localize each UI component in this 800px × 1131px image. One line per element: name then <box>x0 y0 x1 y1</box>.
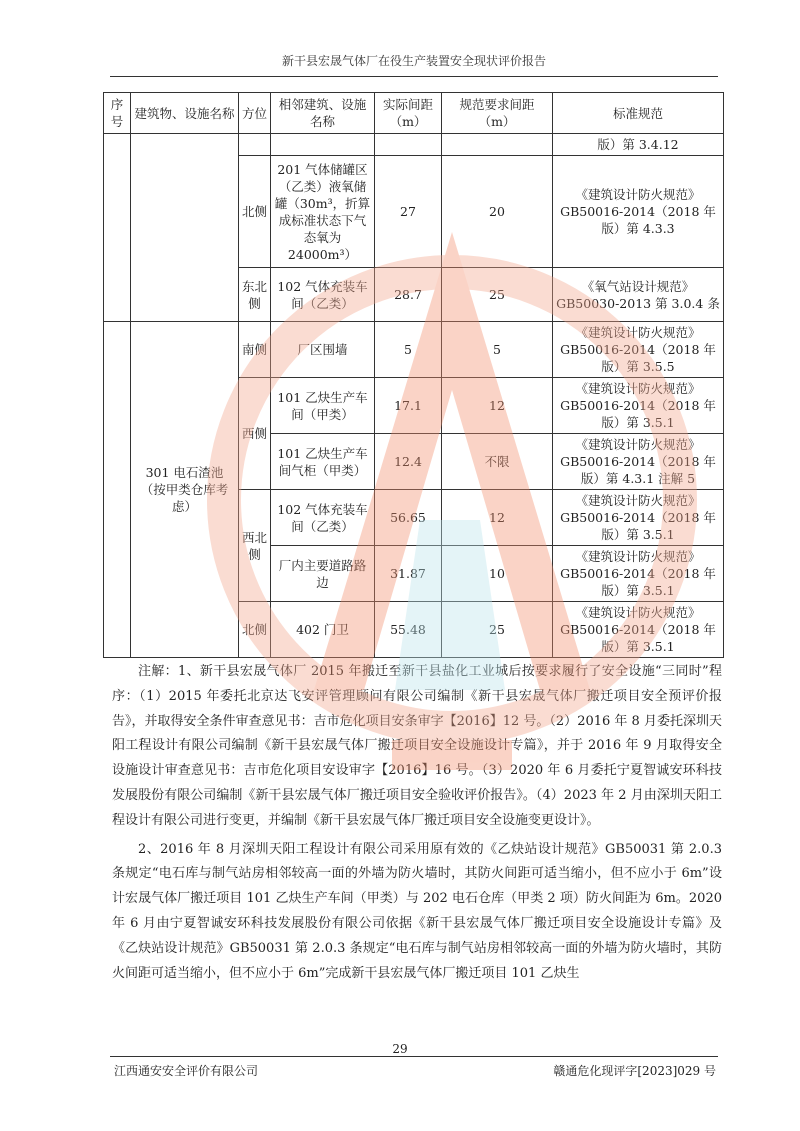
required-cell: 不限 <box>442 434 553 490</box>
header-required: 规范要求间距（m） <box>442 93 553 134</box>
standard-cell: 《氧气站设计规范》GB50030-2013 第 3.0.4 条 <box>553 268 724 322</box>
direction-cell: 东北侧 <box>239 268 271 322</box>
standard-cell: 《建筑设计防火规范》GB50016-2014（2018 年版）第 4.3.3 <box>553 156 724 268</box>
notes-section <box>112 660 722 986</box>
header-facility: 建筑物、设施名称 <box>131 93 239 134</box>
direction-cell <box>239 134 271 156</box>
actual-cell: 28.7 <box>375 268 442 322</box>
neighbor-cell: 201 气体储罐区（乙类）液氧储罐（30m³，折算成标准状态下气态氧为 24000m³） <box>271 156 375 268</box>
neighbor-cell: 厂内主要道路路边 <box>271 546 375 602</box>
footer-company: 江西通安安全评价有限公司 <box>114 1064 259 1078</box>
index-cell <box>104 134 131 322</box>
direction-cell: 北侧 <box>239 156 271 268</box>
standard-cell: 《建筑设计防火规范》GB50016-2014（2018 年版）第 3.5.1 <box>553 602 724 658</box>
header-neighbor: 相邻建筑、设施名称 <box>271 93 375 134</box>
actual-cell: 17.1 <box>375 378 442 434</box>
header-standard: 标准规范 <box>553 93 724 134</box>
footer-report-number: 赣通危化现评字[2023]029 号 <box>553 1064 716 1078</box>
standard-cell: 《建筑设计防火规范》GB50016-2014（2018 年版）第 3.5.5 <box>553 322 724 378</box>
neighbor-cell: 101 乙炔生产车间（甲类） <box>271 378 375 434</box>
spacing-table <box>103 92 724 658</box>
direction-cell: 北侧 <box>239 602 271 658</box>
index-cell <box>104 322 131 658</box>
actual-cell: 12.4 <box>375 434 442 490</box>
standard-cell: 版）第 3.4.12 <box>553 134 724 156</box>
neighbor-cell <box>271 134 375 156</box>
facility-cell <box>131 134 239 322</box>
neighbor-cell: 101 乙炔生产车间气柜（甲类） <box>271 434 375 490</box>
direction-cell: 南侧 <box>239 322 271 378</box>
header-index: 序号 <box>104 93 131 134</box>
actual-cell <box>375 134 442 156</box>
required-cell: 12 <box>442 490 553 546</box>
actual-cell: 55.48 <box>375 602 442 658</box>
direction-cell: 西北侧 <box>239 490 271 602</box>
standard-cell: 《建筑设计防火规范》GB50016-2014（2018 年版）第 3.5.1 <box>553 378 724 434</box>
standard-cell: 《建筑设计防火规范》GB50016-2014（2018 年版）第 4.3.1 注解 5 <box>553 434 724 490</box>
page-header-title: 新干县宏晟气体厂在役生产装置安全现状评价报告 <box>281 54 546 68</box>
neighbor-cell: 厂区围墙 <box>271 322 375 378</box>
required-cell: 10 <box>442 546 553 602</box>
neighbor-cell: 102 气体充装车间（乙类） <box>271 268 375 322</box>
page-number: 29 <box>392 1042 408 1056</box>
neighbor-cell: 402 门卫 <box>271 602 375 658</box>
header-direction: 方位 <box>239 93 271 134</box>
facility-cell: 301 电石渣池（按甲类仓库考虑） <box>131 322 239 658</box>
required-cell: 20 <box>442 156 553 268</box>
standard-cell: 《建筑设计防火规范》GB50016-2014（2018 年版）第 3.5.1 <box>553 546 724 602</box>
header-actual: 实际间距（m） <box>375 93 442 134</box>
required-cell: 25 <box>442 268 553 322</box>
required-cell: 12 <box>442 378 553 434</box>
table-row <box>104 322 724 378</box>
required-cell <box>442 134 553 156</box>
actual-cell: 56.65 <box>375 490 442 546</box>
note-paragraph-1: 注解：1、新干县宏晟气体厂 2015 年搬迁至新干县盐化工业城后按要求履行了安全设施“三同时”程序：（1）2015 年委托北京达飞安评管理顾问有限公司编制《新干县宏晟气体厂搬迁项目安全预评价报告》，并取得安全条件审查意见书：吉市危化项目安条审字【2016】12 号。（2）2016 年 8 月委托深圳天阳工程设计有限公司编制《新干县宏晟气体厂搬迁项目安全设施设计专篇》，并于 2016 年 9 月取得安全设施设计审查意见书：吉市危化项目安设审字【2016】16 号。（3）2020 年 6 月委托宁夏智诚安环科技发展股份有限公司编制《新干县宏晟气体厂搬迁项目安全验收评价报告》。（4）2023 年 2 月由深圳天阳工程设计有限公司进行变更，并编制《新干县宏晟气体厂搬迁项目安全设施变更设计》。 <box>112 664 722 828</box>
actual-cell: 31.87 <box>375 546 442 602</box>
required-cell: 25 <box>442 602 553 658</box>
neighbor-cell: 102 气体充装车间（乙类） <box>271 490 375 546</box>
direction-cell: 西侧 <box>239 378 271 490</box>
actual-cell: 5 <box>375 322 442 378</box>
header-rule <box>110 76 718 77</box>
note-paragraph-2: 2、2016 年 8 月深圳天阳工程设计有限公司采用原有效的《乙炔站设计规范》GB50031 第 2.0.3 条规定“电石库与制气站房相邻较高一面的外墙为防火墙时，其防火间距可适当缩小，但不应小于 6m”设计宏晟气体厂搬迁项目 101 乙炔生产车间（甲类）与 202 电石仓库（甲类 2 项）防火间距为 6m。2020 年 6 月由宁夏智诚安环科技发展股份有限公司依据《新干县宏晟气体厂搬迁项目安全设施设计专篇》及《乙炔站设计规范》GB50031 第 2.0.3 条规定“电石库与制气站房相邻较高一面的外墙为防火墙时，其防火间距可适当缩小，但不应小于 6m”完成新干县宏晟气体厂搬迁项目 101 乙炔生 <box>112 841 722 981</box>
required-cell: 5 <box>442 322 553 378</box>
actual-cell: 27 <box>375 156 442 268</box>
footer-rule <box>110 1056 718 1057</box>
standard-cell: 《建筑设计防火规范》GB50016-2014（2018 年版）第 3.5.1 <box>553 490 724 546</box>
table-header-row <box>104 93 724 134</box>
table-row <box>104 134 724 156</box>
